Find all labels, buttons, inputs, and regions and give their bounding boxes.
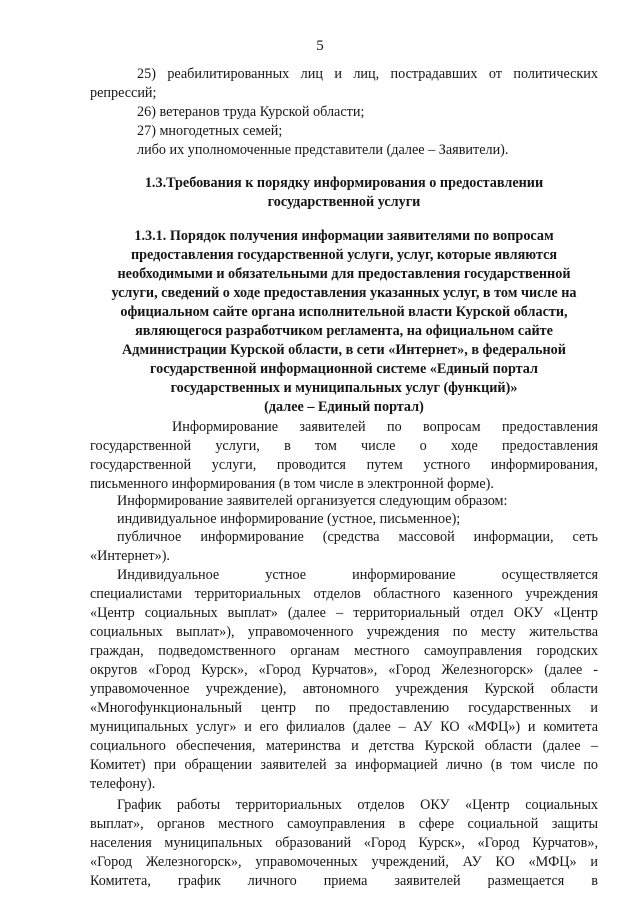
subsection-heading: государственных и муниципальных услуг (функций)» [170, 380, 518, 396]
body-line: «Интернет»). [90, 548, 170, 564]
body-line: социальных выплат»), управомоченного учреждения по месту жительства [90, 624, 598, 640]
body-line: Комитет) при обращении заявителей за информацией лично (в том числе по [90, 757, 598, 773]
list-item: либо их уполномоченные представители (далее – Заявители). [137, 142, 509, 158]
body-line: государственной услуги, в том числе о ходе предоставления [90, 438, 598, 454]
body-line: граждан, подведомственного органам местного самоуправления городских [90, 643, 598, 659]
body-line: Индивидуальное устное информирование осуществляется [117, 567, 598, 583]
list-item: 26) ветеранов труда Курской области; [137, 104, 365, 120]
subsection-heading: услуги, сведений о ходе предоставления указанных услуг, в том числе на [111, 285, 577, 301]
subsection-heading: являющегося разработчиком регламента, на официальном сайте [135, 323, 553, 339]
list-item: 27) многодетных семей; [137, 123, 283, 139]
body-line: «Многофункциональный центр по предоставлению государственных и [90, 700, 598, 716]
body-line: публичное информирование (средства массовой информации, сеть [117, 529, 598, 545]
body-line: округов «Город Курск», «Город Курчатов», «Город Железногорск» (далее - [90, 662, 598, 678]
page-number: 5 [316, 38, 324, 54]
subsection-heading: официальном сайте органа исполнительной власти Курской области, [120, 304, 568, 320]
list-item: 25) реабилитированных лиц и лиц, пострадавших от политических [137, 66, 598, 82]
list-item: репрессий; [90, 85, 157, 101]
body-line: государственной услуги, проводится путем устного информирования, [90, 457, 598, 473]
section-heading: 1.3.Требования к порядку информирования о предоставлении [144, 175, 544, 191]
body-line: индивидуальное информирование (устное, письменное); [117, 511, 461, 527]
body-line: «Город Железногорск», управомоченных учреждений, АУ КО «МФЦ» и [90, 854, 598, 870]
body-line: населения муниципальных образований «Город Курск», «Город Курчатов», [90, 835, 598, 851]
body-line: социального обеспечения, материнства и детства Курской области (далее – [90, 738, 598, 754]
body-line: «Центр социальных выплат» (далее – территориальный отдел ОКУ «Центр [90, 605, 598, 621]
body-line: управомоченное учреждение), автономного учреждения Курской области [90, 681, 598, 697]
subsection-heading: (далее – Единый портал) [264, 399, 424, 415]
subsection-heading: государственной информационной системе «Единый портал [150, 361, 538, 377]
subsection-heading: предоставления государственной услуги, услуг, которые являются [130, 247, 558, 263]
body-line: Информирование заявителей по вопросам предоставления [172, 419, 598, 435]
body-line: Комитета, график личного приема заявителей размещается в [90, 873, 598, 889]
body-line: выплат», органов местного самоуправления в сфере социальной защиты [90, 816, 598, 832]
subsection-heading: необходимыми и обязательными для предоставления государственной [117, 266, 571, 282]
body-line: Информирование заявителей организуется следующим образом: [117, 493, 508, 509]
section-heading: государственной услуги [267, 194, 421, 210]
subsection-heading: Администрации Курской области, в сети «Интернет», в федеральной [122, 342, 566, 358]
body-line: телефону). [90, 776, 156, 792]
body-line: муниципальных услуг» и его филиалов (далее – АУ КО «МФЦ») и комитета [90, 719, 598, 735]
body-line: График работы территориальных отделов ОКУ «Центр социальных [117, 797, 598, 813]
subsection-heading: 1.3.1. Порядок получения информации заявителями по вопросам [134, 228, 554, 244]
body-line: специалистами территориальных отделов областного казенного учреждения [90, 586, 598, 602]
body-line: письменного информирования (в том числе в электронной форме). [90, 476, 494, 492]
